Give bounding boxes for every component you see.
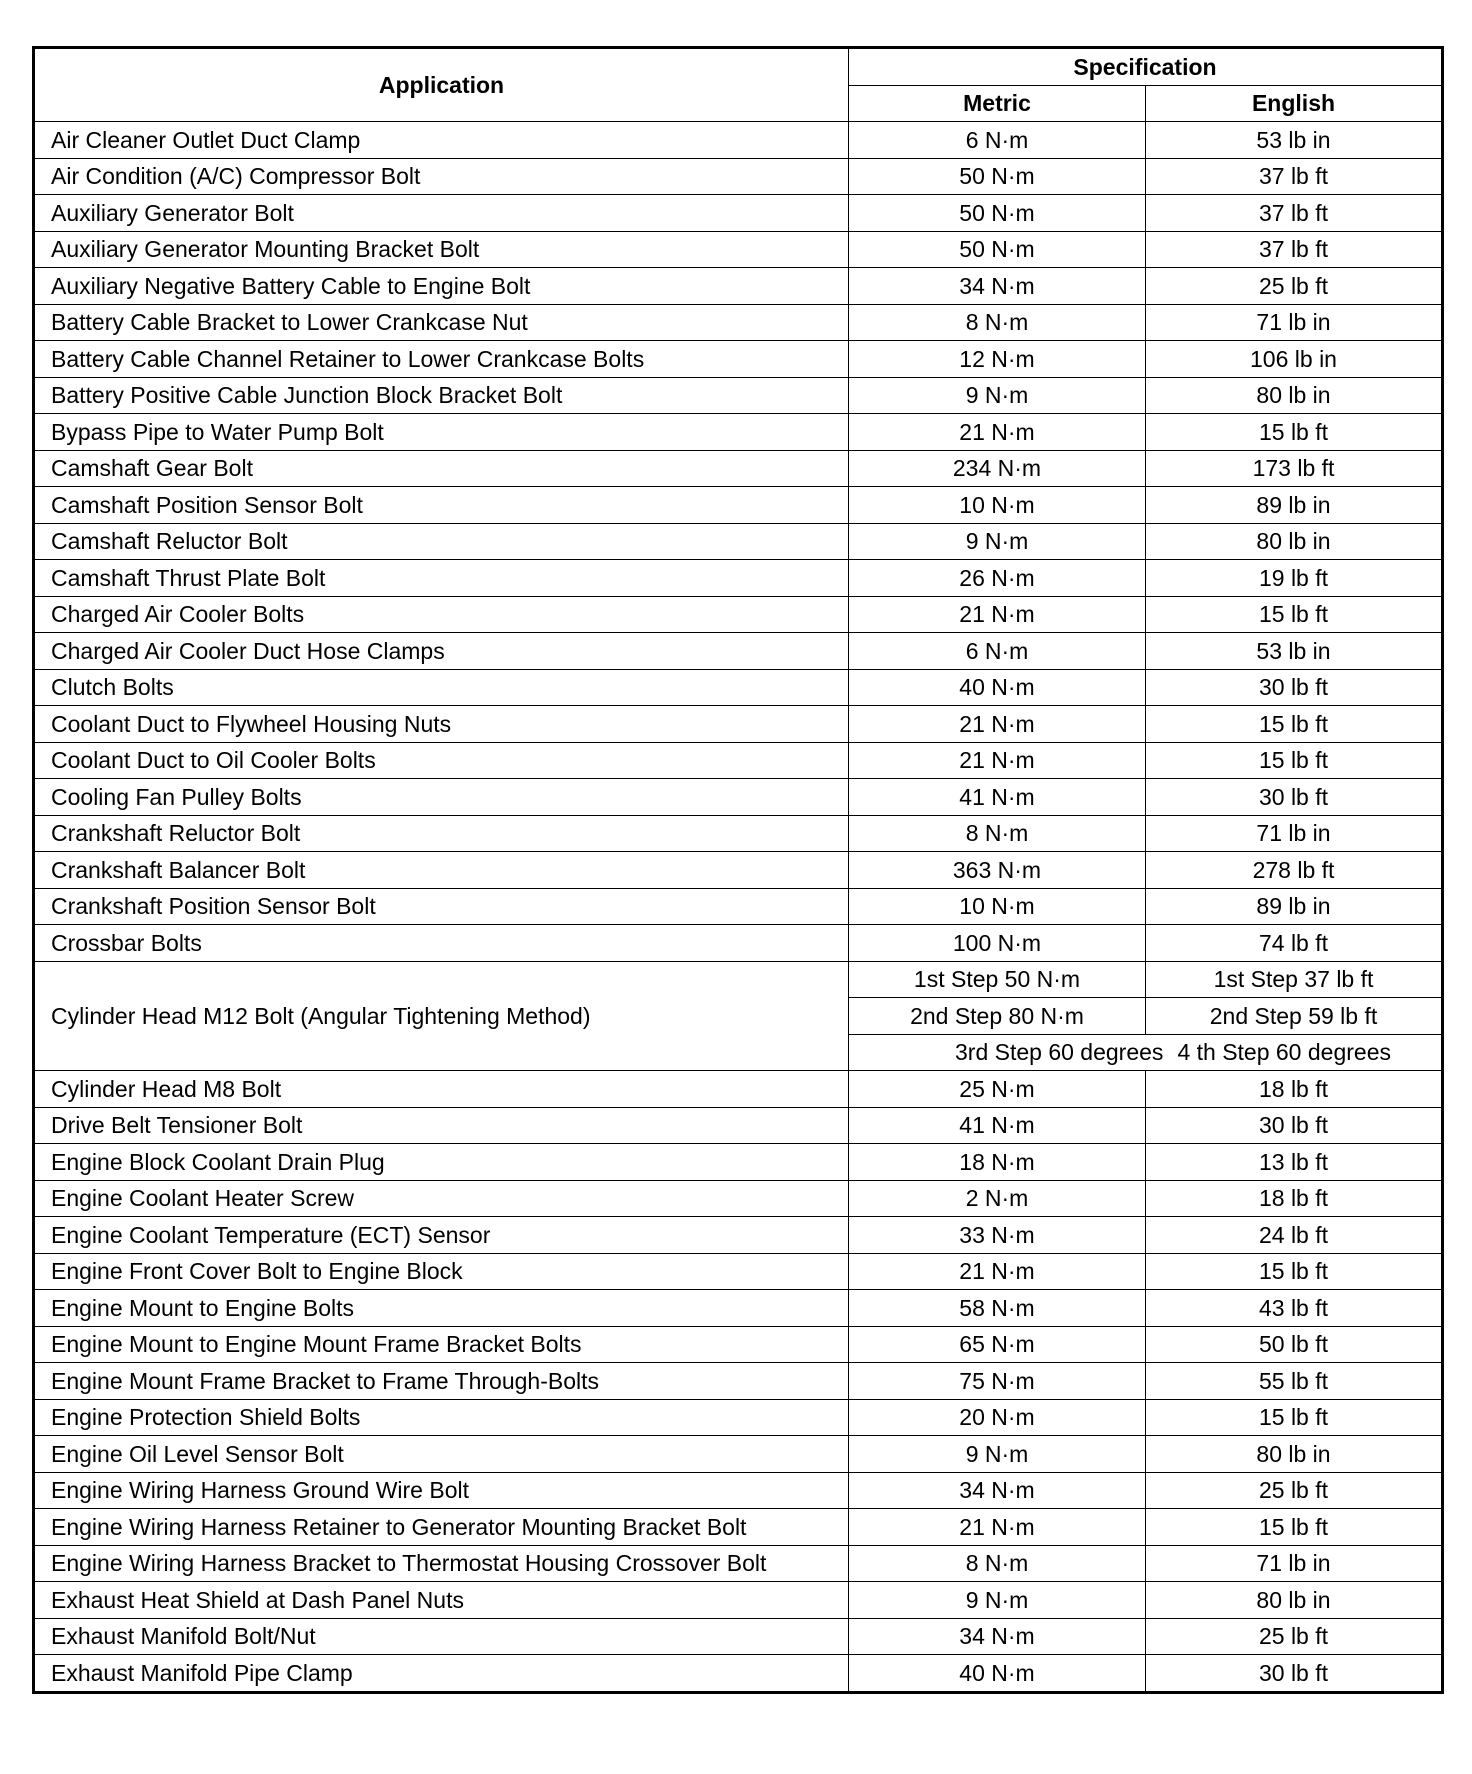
table-row xyxy=(34,1545,1443,1582)
metric-cell: 21 N·m xyxy=(849,1509,1146,1546)
application-cell: Exhaust Heat Shield at Dash Panel Nuts xyxy=(34,1582,849,1619)
application-cell: Engine Coolant Heater Screw xyxy=(34,1180,849,1217)
cylinder-head-m12-row xyxy=(34,961,1443,998)
table-row xyxy=(34,487,1443,524)
application-cell: Drive Belt Tensioner Bolt xyxy=(34,1107,849,1144)
english-cell: 43 lb ft xyxy=(1146,1290,1443,1327)
english-cell: 30 lb ft xyxy=(1146,1655,1443,1693)
table-row xyxy=(34,158,1443,195)
application-cell: Cylinder Head M8 Bolt xyxy=(34,1071,849,1108)
metric-cell: 12 N·m xyxy=(849,341,1146,378)
table-row xyxy=(34,1071,1443,1108)
english-cell: 25 lb ft xyxy=(1146,1472,1443,1509)
english-cell: 13 lb ft xyxy=(1146,1144,1443,1181)
english-step1-cell: 1st Step 37 lb ft xyxy=(1146,961,1443,998)
english-cell: 25 lb ft xyxy=(1146,268,1443,305)
metric-cell: 363 N·m xyxy=(849,852,1146,889)
metric-step2-cell: 2nd Step 80 N·m xyxy=(849,998,1146,1035)
table-row xyxy=(34,1509,1443,1546)
application-cell: Camshaft Gear Bolt xyxy=(34,450,849,487)
application-cell: Engine Wiring Harness Retainer to Generator Mounting Bracket Bolt xyxy=(34,1509,849,1546)
english-cell: 15 lb ft xyxy=(1146,742,1443,779)
english-cell: 37 lb ft xyxy=(1146,231,1443,268)
table-row xyxy=(34,341,1443,378)
metric-cell: 18 N·m xyxy=(849,1144,1146,1181)
metric-step1-cell: 1st Step 50 N·m xyxy=(849,961,1146,998)
english-cell: 50 lb ft xyxy=(1146,1326,1443,1363)
english-cell: 55 lb ft xyxy=(1146,1363,1443,1400)
metric-cell: 21 N·m xyxy=(849,596,1146,633)
torque-spec-table xyxy=(32,46,1444,1694)
table-row xyxy=(34,633,1443,670)
english-cell: 71 lb in xyxy=(1146,1545,1443,1582)
application-cell: Cooling Fan Pulley Bolts xyxy=(34,779,849,816)
table-row xyxy=(34,1217,1443,1254)
application-cell: Engine Front Cover Bolt to Engine Block xyxy=(34,1253,849,1290)
table-row xyxy=(34,1618,1443,1655)
table-row xyxy=(34,888,1443,925)
table-row xyxy=(34,1399,1443,1436)
application-cell: Clutch Bolts xyxy=(34,669,849,706)
metric-cell: 6 N·m xyxy=(849,633,1146,670)
metric-cell: 50 N·m xyxy=(849,195,1146,232)
english-cell: 71 lb in xyxy=(1146,304,1443,341)
english-cell: 80 lb in xyxy=(1146,523,1443,560)
metric-cell: 40 N·m xyxy=(849,669,1146,706)
english-cell: 19 lb ft xyxy=(1146,560,1443,597)
metric-cell: 34 N·m xyxy=(849,268,1146,305)
table-row xyxy=(34,1253,1443,1290)
application-cell: Charged Air Cooler Bolts xyxy=(34,596,849,633)
table-row xyxy=(34,925,1443,962)
table-row xyxy=(34,195,1443,232)
metric-cell: 34 N·m xyxy=(849,1472,1146,1509)
metric-cell: 9 N·m xyxy=(849,1436,1146,1473)
metric-cell: 8 N·m xyxy=(849,1545,1146,1582)
table-row xyxy=(34,122,1443,159)
metric-cell: 21 N·m xyxy=(849,414,1146,451)
specification-header: Specification xyxy=(849,48,1443,86)
english-cell: 15 lb ft xyxy=(1146,1399,1443,1436)
application-cell: Air Condition (A/C) Compressor Bolt xyxy=(34,158,849,195)
table-row xyxy=(34,1582,1443,1619)
application-cell: Engine Block Coolant Drain Plug xyxy=(34,1144,849,1181)
table-header xyxy=(34,48,1443,122)
table-row xyxy=(34,377,1443,414)
table-row xyxy=(34,450,1443,487)
metric-cell: 58 N·m xyxy=(849,1290,1146,1327)
table-row xyxy=(34,1436,1443,1473)
table-row xyxy=(34,523,1443,560)
table-row xyxy=(34,1144,1443,1181)
step3-text: 3rd Step 60 degrees xyxy=(955,1039,1164,1066)
application-header: Application xyxy=(34,48,849,122)
english-cell: 15 lb ft xyxy=(1146,1509,1443,1546)
application-cell: Engine Mount to Engine Mount Frame Bracket Bolts xyxy=(34,1326,849,1363)
table-row xyxy=(34,1363,1443,1400)
application-cell: Crankshaft Position Sensor Bolt xyxy=(34,888,849,925)
table-row xyxy=(34,1107,1443,1144)
table-row xyxy=(34,414,1443,451)
application-cell: Engine Mount Frame Bracket to Frame Through-Bolts xyxy=(34,1363,849,1400)
metric-cell: 21 N·m xyxy=(849,1253,1146,1290)
metric-cell: 25 N·m xyxy=(849,1071,1146,1108)
application-cell: Engine Coolant Temperature (ECT) Sensor xyxy=(34,1217,849,1254)
metric-cell: 8 N·m xyxy=(849,304,1146,341)
table-row xyxy=(34,852,1443,889)
application-cell: Battery Cable Channel Retainer to Lower Crankcase Bolts xyxy=(34,341,849,378)
english-cell: 15 lb ft xyxy=(1146,1253,1443,1290)
application-cell: Cylinder Head M12 Bolt (Angular Tightening Method) xyxy=(34,961,849,1071)
application-cell: Crankshaft Reluctor Bolt xyxy=(34,815,849,852)
application-cell: Exhaust Manifold Pipe Clamp xyxy=(34,1655,849,1693)
application-cell: Exhaust Manifold Bolt/Nut xyxy=(34,1618,849,1655)
metric-cell: 41 N·m xyxy=(849,779,1146,816)
english-cell: 278 lb ft xyxy=(1146,852,1443,889)
metric-cell: 6 N·m xyxy=(849,122,1146,159)
table-row xyxy=(34,706,1443,743)
table-row xyxy=(34,304,1443,341)
metric-cell: 9 N·m xyxy=(849,377,1146,414)
metric-cell: 2 N·m xyxy=(849,1180,1146,1217)
metric-header: Metric xyxy=(849,85,1146,122)
english-cell: 53 lb in xyxy=(1146,633,1443,670)
metric-cell: 50 N·m xyxy=(849,158,1146,195)
application-cell: Crankshaft Balancer Bolt xyxy=(34,852,849,889)
metric-cell: 50 N·m xyxy=(849,231,1146,268)
english-cell: 25 lb ft xyxy=(1146,1618,1443,1655)
application-cell: Engine Oil Level Sensor Bolt xyxy=(34,1436,849,1473)
application-cell: Auxiliary Generator Mounting Bracket Bolt xyxy=(34,231,849,268)
english-cell: 30 lb ft xyxy=(1146,1107,1443,1144)
application-cell: Battery Positive Cable Junction Block Bracket Bolt xyxy=(34,377,849,414)
metric-cell: 10 N·m xyxy=(849,487,1146,524)
application-cell: Coolant Duct to Flywheel Housing Nuts xyxy=(34,706,849,743)
metric-cell: 40 N·m xyxy=(849,1655,1146,1693)
application-cell: Coolant Duct to Oil Cooler Bolts xyxy=(34,742,849,779)
table-row xyxy=(34,1655,1443,1693)
metric-cell: 8 N·m xyxy=(849,815,1146,852)
metric-cell: 34 N·m xyxy=(849,1618,1146,1655)
application-cell: Camshaft Thrust Plate Bolt xyxy=(34,560,849,597)
application-cell: Charged Air Cooler Duct Hose Clamps xyxy=(34,633,849,670)
application-cell: Auxiliary Negative Battery Cable to Engine Bolt xyxy=(34,268,849,305)
english-cell: 37 lb ft xyxy=(1146,158,1443,195)
metric-cell: 21 N·m xyxy=(849,742,1146,779)
english-cell: 24 lb ft xyxy=(1146,1217,1443,1254)
application-cell: Engine Protection Shield Bolts xyxy=(34,1399,849,1436)
application-cell: Camshaft Reluctor Bolt xyxy=(34,523,849,560)
table-row xyxy=(34,1326,1443,1363)
step4-text: 4 th Step 60 degrees xyxy=(1177,1039,1391,1066)
metric-cell: 65 N·m xyxy=(849,1326,1146,1363)
table-row xyxy=(34,779,1443,816)
header-row-top xyxy=(34,48,1443,86)
english-cell: 15 lb ft xyxy=(1146,414,1443,451)
metric-cell: 75 N·m xyxy=(849,1363,1146,1400)
metric-cell: 234 N·m xyxy=(849,450,1146,487)
metric-cell: 9 N·m xyxy=(849,523,1146,560)
metric-cell: 10 N·m xyxy=(849,888,1146,925)
english-header: English xyxy=(1146,85,1443,122)
table-row xyxy=(34,1290,1443,1327)
english-cell: 89 lb in xyxy=(1146,888,1443,925)
application-cell: Auxiliary Generator Bolt xyxy=(34,195,849,232)
application-cell: Camshaft Position Sensor Bolt xyxy=(34,487,849,524)
table-row xyxy=(34,669,1443,706)
metric-cell: 20 N·m xyxy=(849,1399,1146,1436)
table-row xyxy=(34,560,1443,597)
application-cell: Crossbar Bolts xyxy=(34,925,849,962)
english-cell: 30 lb ft xyxy=(1146,779,1443,816)
application-cell: Engine Wiring Harness Ground Wire Bolt xyxy=(34,1472,849,1509)
application-cell: Air Cleaner Outlet Duct Clamp xyxy=(34,122,849,159)
english-cell: 71 lb in xyxy=(1146,815,1443,852)
table-row xyxy=(34,231,1443,268)
application-cell: Engine Wiring Harness Bracket to Thermostat Housing Crossover Bolt xyxy=(34,1545,849,1582)
english-step2-cell: 2nd Step 59 lb ft xyxy=(1146,998,1443,1035)
table-row xyxy=(34,1180,1443,1217)
english-cell: 15 lb ft xyxy=(1146,596,1443,633)
english-cell: 18 lb ft xyxy=(1146,1180,1443,1217)
metric-cell: 41 N·m xyxy=(849,1107,1146,1144)
english-cell: 18 lb ft xyxy=(1146,1071,1443,1108)
table-row xyxy=(34,742,1443,779)
english-cell: 80 lb in xyxy=(1146,1436,1443,1473)
english-cell: 173 lb ft xyxy=(1146,450,1443,487)
table-row xyxy=(34,268,1443,305)
table-row xyxy=(34,815,1443,852)
table-row xyxy=(34,596,1443,633)
english-cell: 53 lb in xyxy=(1146,122,1443,159)
metric-cell: 26 N·m xyxy=(849,560,1146,597)
application-cell: Engine Mount to Engine Bolts xyxy=(34,1290,849,1327)
english-cell: 30 lb ft xyxy=(1146,669,1443,706)
english-cell: 80 lb in xyxy=(1146,377,1443,414)
english-cell: 80 lb in xyxy=(1146,1582,1443,1619)
english-cell: 37 lb ft xyxy=(1146,195,1443,232)
english-cell: 74 lb ft xyxy=(1146,925,1443,962)
angular-steps-cell xyxy=(849,1034,1443,1071)
table-body xyxy=(34,122,1443,1693)
metric-cell: 100 N·m xyxy=(849,925,1146,962)
english-cell: 15 lb ft xyxy=(1146,706,1443,743)
metric-cell: 21 N·m xyxy=(849,706,1146,743)
english-cell: 89 lb in xyxy=(1146,487,1443,524)
application-cell: Bypass Pipe to Water Pump Bolt xyxy=(34,414,849,451)
english-cell: 106 lb in xyxy=(1146,341,1443,378)
application-cell: Battery Cable Bracket to Lower Crankcase Nut xyxy=(34,304,849,341)
metric-cell: 33 N·m xyxy=(849,1217,1146,1254)
metric-cell: 9 N·m xyxy=(849,1582,1146,1619)
table-row xyxy=(34,1472,1443,1509)
